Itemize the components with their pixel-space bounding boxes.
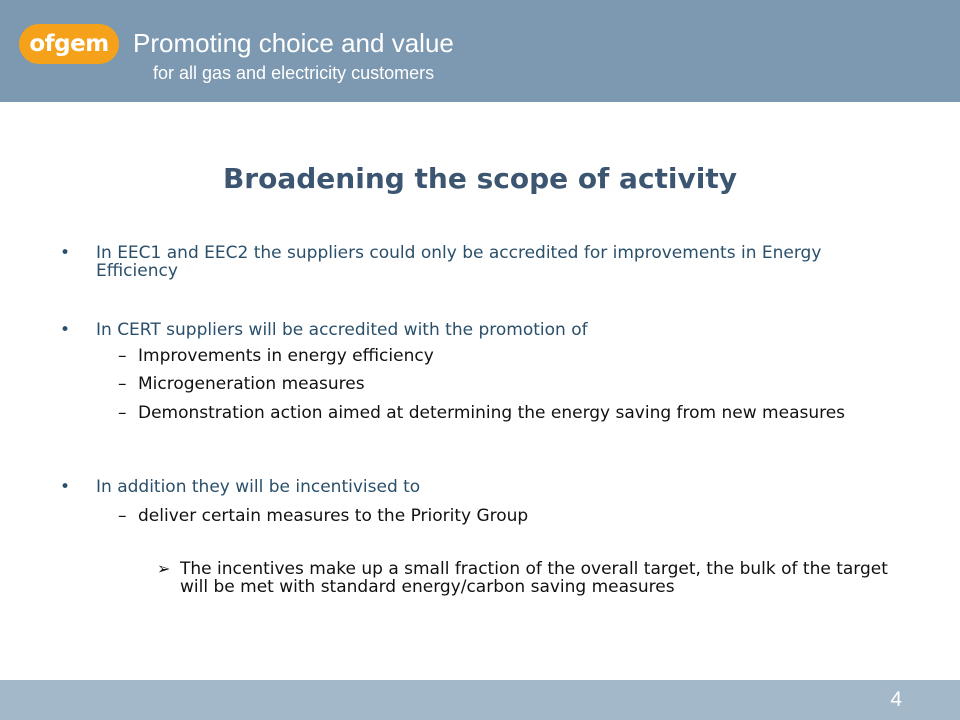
bullet-text-2: In CERT suppliers will be accredited with the promotion of (96, 320, 588, 340)
bullet-marker-3: • (60, 477, 71, 497)
bullet-marker-2: • (60, 320, 71, 340)
bullet-text-3: In addition they will be incentivised to (96, 477, 421, 497)
dash-marker-2-2: – (118, 374, 127, 394)
sub-item-2-2: Microgeneration measures (138, 374, 365, 394)
dash-marker-3-1: – (118, 506, 127, 526)
page-number: 4 (890, 688, 902, 711)
bullet-text-1: In EEC1 and EEC2 the suppliers could only be accredited for improvements in Energy Efficiency (96, 243, 822, 281)
arrow-item-text: The incentives make up a small fraction of the overall target, the bulk of the target will be met with standard energy/carbon saving measures (180, 559, 888, 597)
dash-marker-2-1: – (118, 346, 127, 366)
ofgem-logo: ofgem (19, 24, 119, 64)
slide-title: Broadening the scope of activity (222, 162, 738, 195)
footer-bar (0, 680, 960, 720)
dash-marker-2-3: – (118, 403, 127, 423)
sub-item-3-1: deliver certain measures to the Priority Group (138, 506, 529, 526)
bullet-marker-1: • (60, 243, 71, 263)
tagline-line2: for all gas and electricity customers (153, 63, 435, 83)
sub-item-2-3: Demonstration action aimed at determining the energy saving from new measures (138, 403, 846, 423)
tagline-line1: Promoting choice and value (133, 28, 454, 58)
sub-item-2-1: Improvements in energy efficiency (138, 346, 434, 366)
arrow-bullet-icon: ➢ (157, 559, 171, 578)
